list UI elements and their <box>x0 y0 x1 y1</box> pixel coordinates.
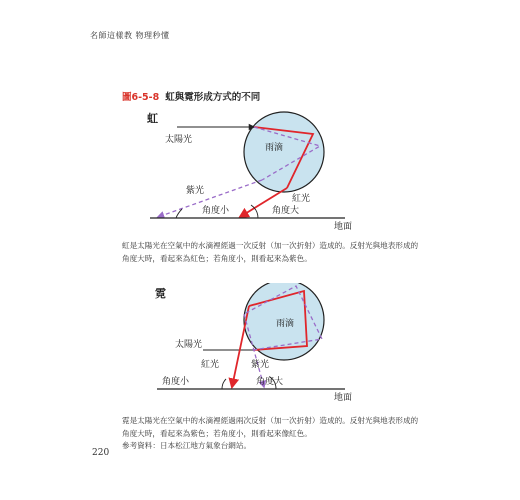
reference-note: 參考資料：日本松江地方氣象台網站。 <box>122 441 252 450</box>
rainbow-caption: 虹是太陽光在空氣中的水滴裡經過一次反射（加一次折射）造成的。反射光與地表形成的角度大時，看起來為紅色；若角度小，則看起來為紫色。 <box>122 241 419 263</box>
secondary-heading: 霓 <box>155 287 166 300</box>
figure-number: 圖6-5-8 <box>122 92 160 103</box>
figure-title-text: 虹與霓形成方式的不同 <box>165 92 261 103</box>
ground-label: 地面 <box>334 222 353 232</box>
violet-label: 紫光 <box>186 186 205 196</box>
raindrop-label: 雨滴 <box>265 143 284 153</box>
sunlight-label: 太陽光 <box>165 135 193 145</box>
secondary-rainbow-diagram <box>0 283 520 413</box>
large-angle-label: 角度大 <box>272 206 300 216</box>
page-number: 220 <box>92 448 110 458</box>
large-angle-label-2: 角度大 <box>256 377 284 387</box>
running-head: 名師這樣教 物理秒懂 <box>90 31 170 40</box>
red-label-2: 紅光 <box>201 360 220 370</box>
secondary-caption-block <box>122 415 422 453</box>
small-angle-arc-2 <box>222 379 226 389</box>
rainbow-heading: 虹 <box>147 112 158 125</box>
raindrop-circle <box>244 112 324 192</box>
secondary-caption: 霓是太陽光在空氣中的水滴裡經過兩次反射（加一次折射）造成的。反射光與地表形成的角度大時，看起來為紫色；若角度小，則看起來像紅色。 <box>122 416 419 438</box>
sunlight-label-2: 太陽光 <box>175 340 203 350</box>
red-ray-out-2 <box>232 306 249 387</box>
rainbow-diagram <box>0 100 520 240</box>
raindrop-label-2: 雨滴 <box>276 319 295 329</box>
violet-label-2: 紫光 <box>251 360 270 370</box>
red-label: 紅光 <box>292 194 311 204</box>
small-angle-label-2: 角度小 <box>162 377 190 387</box>
small-angle-arc <box>176 209 182 218</box>
ground-label-2: 地面 <box>334 393 353 403</box>
small-angle-label: 角度小 <box>202 206 230 216</box>
